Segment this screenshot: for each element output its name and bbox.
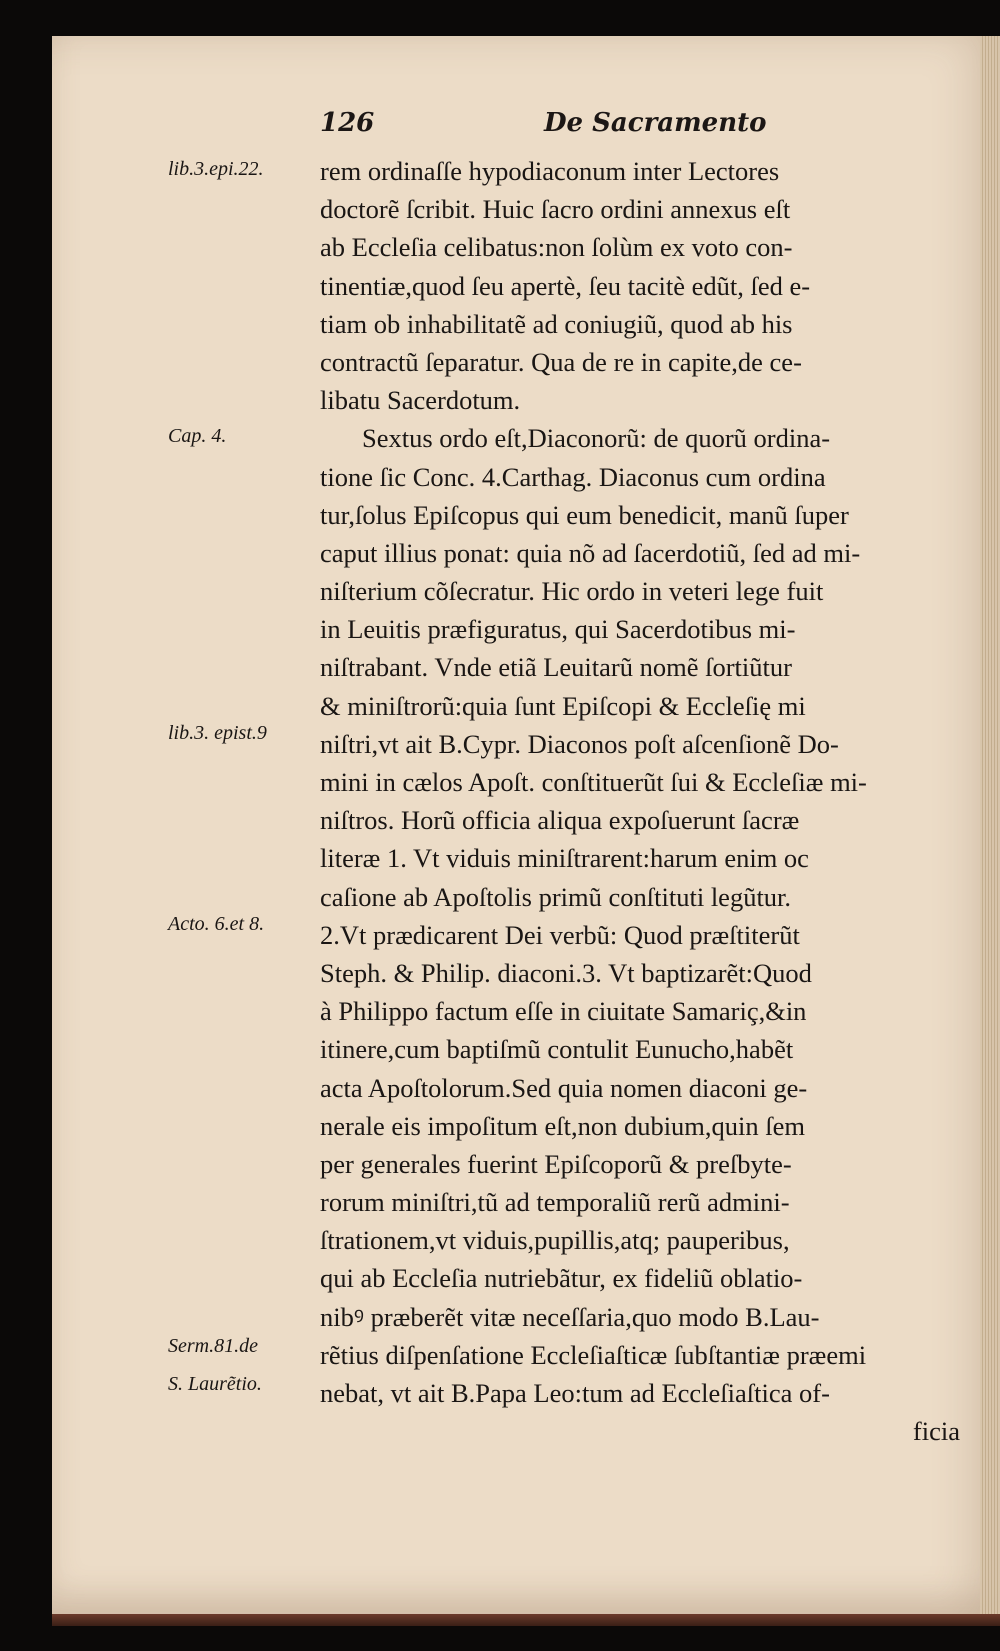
text-line: literæ 1. Vt viduis miniſtrarent:harum enim oc xyxy=(320,843,809,874)
text-line: in Leuitis præfiguratus, qui Sacerdotibus mi- xyxy=(320,614,796,645)
text-line: tinentiæ,quod ſeu apertè, ſeu tacitè edũt, ſed e- xyxy=(320,270,811,301)
margin-note: Serm.81.de xyxy=(168,1335,258,1357)
text-line: qui ab Eccleſia nutriebãtur, ex fideliũ oblatio- xyxy=(320,1263,803,1294)
text-line: per generales fuerint Epiſcoporũ & preſbyte- xyxy=(320,1148,792,1179)
text-line: nebat, vt ait B.Papa Leo:tum ad Eccleſiaſtica of- xyxy=(320,1378,830,1408)
text-line: nerale eis impoſitum eſt,non dubium,quin ſem xyxy=(320,1110,806,1141)
text-line: contractũ ſeparatur. Qua de re in capite,de ce- xyxy=(320,346,802,377)
text-line: 2.Vt prædicarent Dei verbũ: Quod præſtiterũt xyxy=(320,919,800,950)
text-line: tiam ob inhabilitatẽ ad coniugiũ, quod ab his xyxy=(320,308,793,339)
text-line: mini in cælos Apoſt. conſtituerũt ſui & Eccleſiæ mi- xyxy=(320,767,867,797)
page-fore-edge xyxy=(980,36,1000,1614)
text-line: Steph. & Philip. diaconi.3. Vt baptizarẽt:Quod xyxy=(320,957,812,988)
margin-note: Acto. 6.et 8. xyxy=(168,913,265,935)
text-line: caſione ab Apoſtolis primũ conſtituti legũtur. xyxy=(320,881,792,912)
margin-note: S. Laurẽtio. xyxy=(168,1373,262,1395)
page-number: 126 xyxy=(320,108,375,138)
text-line: niſtros. Horũ officia aliqua expoſuerunt ſacræ xyxy=(320,805,800,836)
text-line: à Philippo factum eſſe in ciuitate Samariç,&in xyxy=(320,996,807,1027)
running-title: De Sacramento xyxy=(544,108,767,138)
text-line: rem ordinaſſe hypodiaconum inter Lectores xyxy=(320,156,780,186)
text-line: rẽtius diſpenſatione Eccleſiaſticæ ſubſtantiæ præemi xyxy=(320,1339,867,1370)
text-line: doctorẽ ſcribit. Huic ſacro ordini annexus eſt xyxy=(320,194,791,225)
text-line: tur,ſolus Epiſcopus qui eum benedicit, manũ ſuper xyxy=(320,499,849,530)
text-line: libatu Sacerdotum. xyxy=(320,385,521,416)
text-line: ſtrationem,vt viduis,pupillis,atq; pauperibus, xyxy=(320,1225,790,1256)
text-line: niſtri,vt ait B.Cypr. Diaconos poſt aſcenſionẽ Do- xyxy=(320,728,839,759)
text-line: niſtrabant. Vnde etiã Leuitarũ nomẽ ſortiũtur xyxy=(320,652,792,683)
body-text xyxy=(320,152,960,1450)
catchword: ficia xyxy=(912,1416,960,1447)
text-line: nibꝰ præberẽt vitæ neceſſaria,quo modo B.Lau- xyxy=(320,1301,820,1332)
text-line: tione ſic Conc. 4.Carthag. Diaconus cum ordina xyxy=(320,461,826,492)
text-line: caput illius ponat: quia nõ ad ſacerdotiũ, ſed ad mi- xyxy=(320,537,861,568)
text-line: rorum miniſtri,tũ ad temporaliũ rerũ admini- xyxy=(320,1187,790,1218)
margin-note: lib.3. epist.9 xyxy=(168,722,267,744)
text-line: & miniſtrorũ:quia ſunt Epiſcopi & Eccleſię mi xyxy=(320,690,806,721)
margin-note: lib.3.epi.22. xyxy=(168,158,264,180)
text-line: niſterium cõſecratur. Hic ordo in veteri lege fuit xyxy=(320,576,824,607)
text-line: acta Apoſtolorum.Sed quia nomen diaconi ge- xyxy=(320,1072,808,1103)
text-line: ab Eccleſia celibatus:non ſolùm ex voto con- xyxy=(320,232,793,263)
page-header xyxy=(320,108,960,148)
margin-note: Cap. 4. xyxy=(168,425,227,447)
text-line: itinere,cum baptiſmũ contulit Eunucho,habẽt xyxy=(320,1034,794,1065)
text-line: Sextus ordo eſt,Diaconorũ: de quorũ ordina- xyxy=(362,423,831,454)
book-cover-edge xyxy=(52,1614,1000,1626)
